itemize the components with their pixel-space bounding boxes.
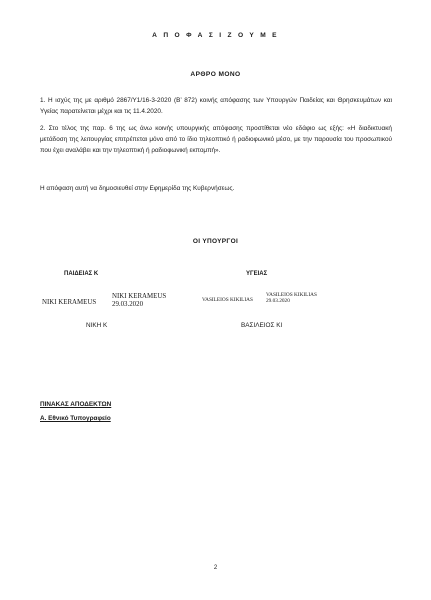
digital-signature-name: NIKI KERAMEUS bbox=[112, 293, 167, 300]
digital-signature-date: 29.03.2020 bbox=[266, 298, 290, 305]
paragraph-1: 1. Η ισχύς της με αριθμό 2867/Υ1/16-3-2020 (Β’ 872) κοινής απόφασης των Υπουργών Παιδείας και Θρησκευμάτων και Υγείας παρατείνεται μέχρι και τις 11.4.2020. bbox=[40, 97, 392, 116]
article-heading: ΑΡΘΡΟ ΜΟΝΟ bbox=[190, 71, 241, 78]
paragraph-2: 2. Στο τέλος της παρ. 6 της ως άνω κοινής υπουργικής απόφασης προστίθεται νέο εδάφιο ως εξής: «Η διαδικτυακή μετάδοση της λειτουργίας επιτρέπεται μόνο από το ίδιο τηλεοπτικό ή ραδιοφωνικό μέσο, με την παρουσία του προσωπικού που έχει αναλάβει και την τηλεοπτική ή ραδιοφωνική εκπομπή». bbox=[40, 125, 392, 155]
ministry-health-label: ΥΓΕΙΑΣ bbox=[246, 271, 268, 277]
digital-signature-block bbox=[266, 292, 317, 305]
decision-heading: Α Π Ο Φ Α Σ Ι Ζ Ο Υ Μ Ε bbox=[152, 32, 279, 39]
digital-signature-date: 29.03.2020 bbox=[112, 301, 144, 308]
digital-signature-name: VASILEIOS KIKILIAS bbox=[266, 292, 317, 298]
signer-name-health: ΒΑΣΙΛΕΙΟΣ ΚΙ bbox=[241, 322, 283, 329]
ministers-heading: ΟΙ ΥΠΟΥΡΓΟΙ bbox=[192, 238, 239, 245]
ministry-education-label: ΠΑΙΔΕΙΑΣ Κ bbox=[64, 271, 99, 277]
signer-name-education: ΝΙΚΗ Κ bbox=[86, 322, 108, 329]
digital-signature-block bbox=[112, 293, 166, 309]
page-number: 2 bbox=[213, 565, 218, 571]
digital-signature-name: NIKI KERAMEUS bbox=[42, 299, 97, 306]
distribution-title: ΠΙΝΑΚΑΣ ΑΠΟΔΕΚΤΩΝ bbox=[40, 401, 112, 408]
paragraph-3: Η απόφαση αυτή να δημοσιευθεί στην Εφημερίδα της Κυβερνήσεως. bbox=[40, 185, 235, 192]
digital-signature-name: VASILEIOS KIKILIAS bbox=[202, 297, 253, 303]
distribution-item: Α. Εθνικό Τυπογραφείο bbox=[40, 415, 111, 422]
